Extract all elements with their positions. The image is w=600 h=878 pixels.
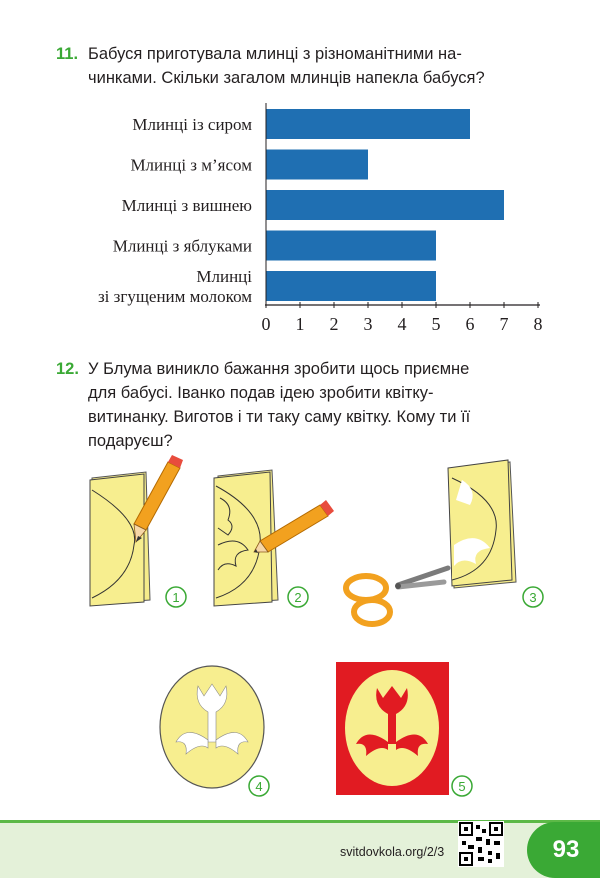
step-4-figure — [160, 666, 269, 796]
qr-code-icon[interactable] — [458, 821, 504, 867]
step-badge-label: 4 — [255, 779, 263, 794]
category-label: Млинці із сиром — [132, 115, 252, 134]
task-number: 12. — [56, 360, 79, 378]
x-tick-label: 0 — [261, 314, 271, 334]
task-text-line: У Блума виникло бажання зробити щось приємне — [88, 360, 470, 378]
task-text-line: Бабуся приготувала млинці з різноманітними на- — [88, 45, 462, 63]
category-label: Млинці з м’ясом — [130, 155, 252, 175]
step-badge-label: 5 — [458, 779, 466, 794]
x-tick-label: 2 — [329, 314, 339, 334]
step-badge-label: 3 — [529, 590, 537, 605]
step-1-figure — [90, 455, 186, 607]
task-text-line: для бабусі. Іванко подав ідею зробити квітку- — [88, 384, 434, 402]
x-tick-label: 6 — [465, 314, 475, 334]
step-5-figure — [336, 662, 472, 796]
step-badge-label: 1 — [172, 590, 180, 605]
x-tick-label: 3 — [363, 314, 373, 334]
category-label: зі згущеним молоком — [97, 287, 252, 306]
task-text-line: подаруєш? — [88, 432, 173, 450]
page-number: 93 — [552, 836, 580, 863]
category-label: Млинці з вишнею — [121, 196, 252, 215]
x-tick-label: 1 — [295, 314, 305, 334]
scissors-icon — [346, 568, 448, 624]
task-number: 11. — [56, 45, 79, 63]
category-label: Млинці — [196, 267, 252, 286]
footer-bar — [0, 820, 600, 878]
step-badge-label: 2 — [294, 590, 302, 605]
x-tick-label: 8 — [533, 314, 543, 334]
x-tick-label: 4 — [397, 314, 407, 334]
x-tick-label: 5 — [431, 314, 441, 334]
x-tick-label: 7 — [499, 314, 509, 334]
task-text-line: витинанку. Виготов і ти таку саму квітку. Кому ти її — [88, 408, 471, 426]
step-2-figure — [214, 470, 334, 607]
category-label: Млинці з яблуками — [112, 236, 252, 256]
footer-link[interactable]: svitdovkola.org/2/3 — [340, 845, 445, 859]
step-3-figure — [346, 460, 543, 624]
task-text-line: чинками. Скільки загалом млинців напекла бабуся? — [88, 69, 485, 87]
